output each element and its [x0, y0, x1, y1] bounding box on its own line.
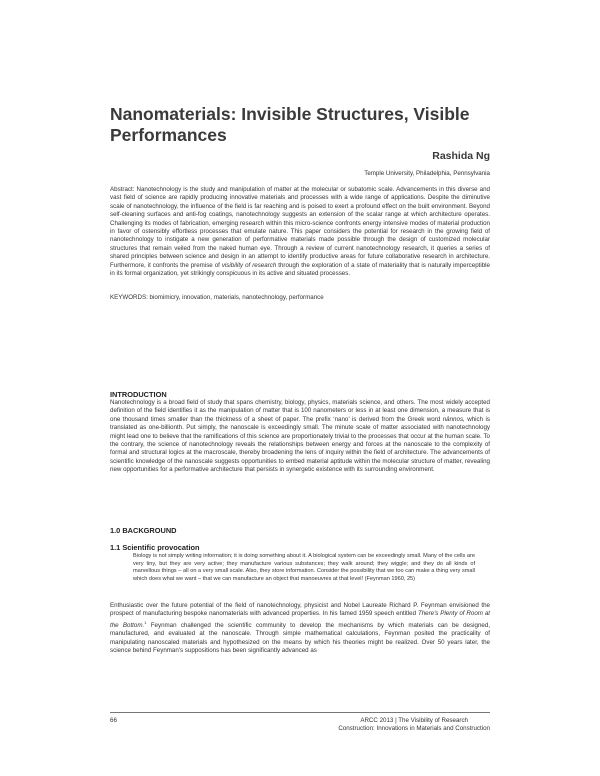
body-text-b: Feynman challenged the scientific community to develop the mechanisms by which materials can be designed, manufactured, and evaluated at the nanoscale. Through simple mathematical calculations, Feynman posited the practicality of manipulating nanoscaled materials and hypothesized on the means by which his theories might be realized. Over 50 years later, the science behind Feynman's suppositions has been significantly advanced as: [110, 621, 490, 655]
paper-title: Nanomaterials: Invisible Structures, Visible Performances: [110, 104, 470, 145]
footer-line-2: Construction: Innovations in Materials and Construction: [338, 725, 490, 732]
intro-emphasis: nânnos,: [442, 415, 465, 423]
author-affiliation: Temple University, Philadelphia, Pennsylvania: [364, 170, 490, 177]
running-footer: [338, 717, 490, 733]
abstract-text-end: through the exploration of a state of materiality that is naturally imperceptible in its formal organization, yet strikingly conspicuous in its active and situated processes.: [110, 261, 490, 278]
background-heading: 1.0 BACKGROUND: [110, 526, 177, 535]
page-number: 66: [110, 717, 117, 724]
keywords: KEYWORDS: biomimicry, innovation, materials, nanotechnology, performance: [110, 294, 324, 301]
abstract: [110, 186, 490, 278]
block-quote: Biology is not simply writing information; it is doing something about it. A biological system can be exceedingly small. Many of the cells are very tiny, but they are very active; they manufacture various substances; they walk around; they wiggle; and they do all kinds of marvellous things – all on a very small scale. Also, they store information. Consider the possibility that we too can make a thing very small which does what we want – that we can manufacture an object that manoeuvres at that level! (Feynman 1960, 25): [133, 553, 475, 582]
intro-text-2: which is translated as one-billionth. Put simply, the nanoscale is exceedingly small. The minute scale of matter associated with nanotechnology might lead one to believe that the ramifications of this science are proportionately trivial to the processes that occur at the human scale. To the contrary, the science of nanotechnology reveals the relationships between energy and forces at the nanoscale to the complexity of formal and structural logics at the macroscale, thereby broadening the lens of inquiry within the field of architecture. The advancements of scientific knowledge of the nanoscale suggests opportunities to embed material aptitude within the molecular structure of matter, revealing new opportunities for a performative architecture that persists in synergetic existence with its surrounding environment.: [110, 415, 490, 474]
body-paragraph: [110, 602, 490, 656]
body-emphasis: There's Plenty of Room at the Bottom.: [110, 610, 490, 629]
subsection-heading: 1.1 Scientific provocation: [110, 543, 200, 552]
abstract-emphasis: visibility of research: [221, 261, 277, 269]
footer-divider: [110, 712, 490, 713]
intro-heading: INTRODUCTION: [110, 390, 167, 399]
intro-text-1: Nanotechnology is a broad field of study that spans chemistry, biology, physics, materials science, and others. The most widely accepted definition of the field identifies it as the manipulation of matter that is 100 nanometers or less in at least one dimension, a measure that is one thousand times smaller than the thickness of a sheet of paper. The prefix ‘nano’ is derived from the Greek word: [110, 399, 490, 423]
footnote-ref[interactable]: 1: [144, 619, 147, 625]
author-name: Rashida Ng: [432, 150, 490, 162]
abstract-text: Abstract: Nanotechnology is the study and manipulation of matter at the molecular or subatomic scale. Advancements in this diverse and vast field of science are rapidly producing innovative materials and processes with a wide range of applications. Despite the diminutive scale of nanotechnology, the influence of the field is far reaching and is poised to exert a profound effect on the built environment. Beyond self-cleaning surfaces and anti-fog coatings, nanotechnology suggests an extension of the scalar range at which architecture operates. Challenging its modes of fabrication, emerging research within this micro-science confronts energy intensive modes of material production in favor of ostensibly effortless processes that emulate nature. This paper considers the potential for research in the growing field of nanotechnology to instigate a new generation of performative materials made possible through the design of customized molecular structures that remain veiled from the naked human eye. Through a review of current nanotechnology research, it queries a series of shared principles between science and design in an attempt to identify productive areas for future collaborative research in architecture. Furthermore, it confronts the premise of: [110, 186, 490, 269]
body-text-a: Enthusiastic over the future potential of the field of nanotechnology, physicist and Nobel Laureate Richard P. Feynman envisioned the prospect of manufacturing bespoke nanomaterials with advanced properties. In his famed 1959 speech entitled: [110, 602, 490, 618]
intro-paragraph: [110, 399, 490, 475]
footer-line-1: ARCC 2013 | The Visibility of Research: [360, 717, 468, 724]
